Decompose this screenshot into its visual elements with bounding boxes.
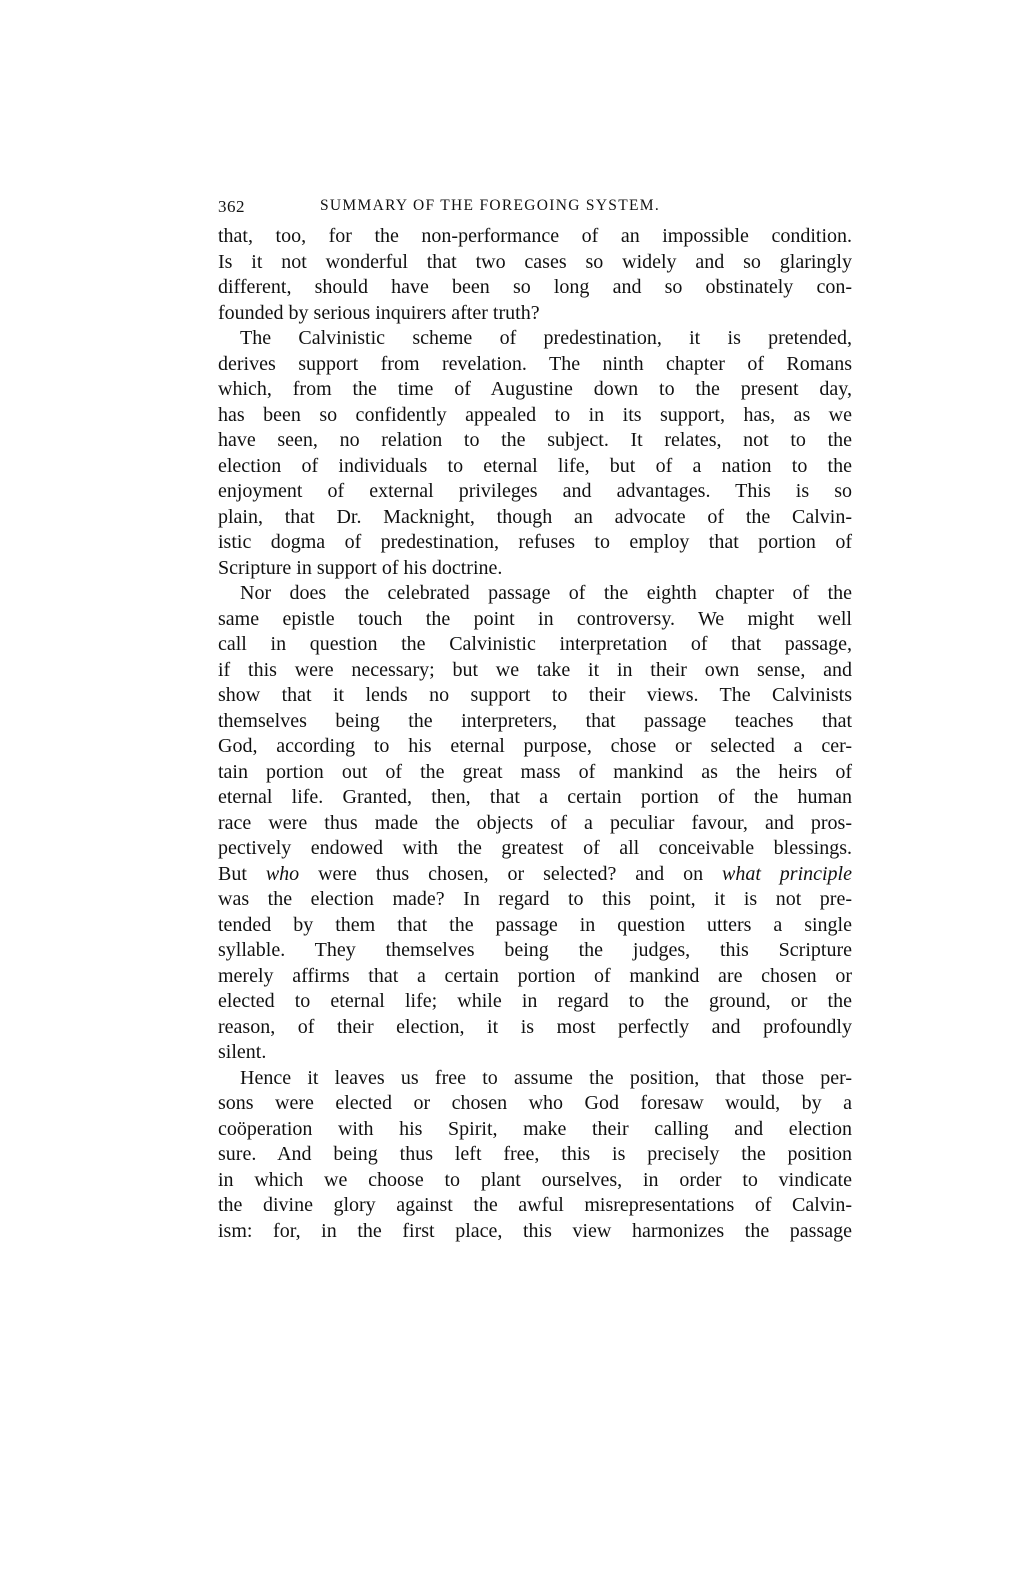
text-line: which, from the time of Augustine down to the present day, xyxy=(218,378,852,400)
text-line: tended by them that the passage in question utters a single xyxy=(218,913,852,936)
text-line: Nor does the celebrated passage of the eighth chapter of the xyxy=(240,582,852,604)
running-title: SUMMARY OF THE FOREGOING SYSTEM. xyxy=(320,197,661,214)
text-line: that, too, for the non-performance of an impossible condition. xyxy=(218,225,852,247)
text-line: God, according to his eternal purpose, chose or selected a cer- xyxy=(218,735,852,757)
text-run: But xyxy=(218,862,266,885)
text-line: derives support from revelation. The ninth chapter of Romans xyxy=(218,352,852,375)
text-line: syllable. They themselves being the judges, this Scripture xyxy=(218,939,852,961)
text-line: have seen, no relation to the subject. It relates, not to the xyxy=(218,429,852,451)
text-line: sons were elected or chosen who God foresaw would, by a xyxy=(218,1092,852,1114)
text-line: tain portion out of the great mass of mankind as the heirs of xyxy=(218,760,852,783)
text-line: themselves being the interpreters, that passage teaches that xyxy=(218,709,852,732)
text-line: election of individuals to eternal life, but of a nation to the xyxy=(218,454,852,477)
text-line: founded by serious inquirers after truth? xyxy=(218,301,540,324)
text-line: ism: for, in the first place, this view harmonizes the passage xyxy=(218,1219,852,1242)
text-run: were thus chosen, or selected? and on xyxy=(299,862,722,885)
text-line: eternal life. Granted, then, that a certain portion of the human xyxy=(218,786,852,808)
body-text xyxy=(218,224,852,1244)
text-line: same epistle touch the point in controversy. We might well xyxy=(218,607,852,630)
text-line: Is it not wonderful that two cases so widely and so glaringly xyxy=(218,250,852,273)
text-line: istic dogma of predestination, refuses to employ that portion of xyxy=(218,531,852,553)
text-line: silent. xyxy=(218,1041,267,1063)
italic-emphasis: what principle xyxy=(721,862,852,885)
text-line: merely affirms that a certain portion of mankind are chosen or xyxy=(218,964,852,987)
text-line: sure. And being thus left free, this is precisely the position xyxy=(218,1143,852,1165)
text-line: in which we choose to plant ourselves, in order to vindicate xyxy=(218,1168,852,1191)
text-line: call in question the Calvinistic interpretation of that passage, xyxy=(218,633,852,655)
text-line: elected to eternal life; while in regard to the ground, or the xyxy=(218,990,852,1012)
page-number: 362 xyxy=(218,197,245,216)
text-line: the divine glory against the awful misrepresentations of Calvin- xyxy=(218,1194,852,1216)
text-line: reason, of their election, it is most perfectly and profoundly xyxy=(218,1015,852,1038)
text-line: enjoyment of external privileges and advantages. This is so xyxy=(218,480,852,502)
text-line: has been so confidently appealed to in its support, has, as we xyxy=(218,403,852,426)
text-line: Scripture in support of his doctrine. xyxy=(218,556,503,579)
text-line: different, should have been so long and so obstinately con- xyxy=(218,276,852,298)
text-line: was the election made? In regard to this point, it is not pre- xyxy=(218,888,852,910)
text-line: coöperation with his Spirit, make their calling and election xyxy=(218,1117,852,1140)
text-line: pectively endowed with the greatest of all conceivable blessings. xyxy=(218,837,852,859)
text-line: if this were necessary; but we take it in their own sense, and xyxy=(218,658,852,681)
italic-emphasis: who xyxy=(265,862,300,885)
text-line: The Calvinistic scheme of predestination, it is pretended, xyxy=(240,327,852,349)
text-line: Hence it leaves us free to assume the position, that those per- xyxy=(240,1066,852,1089)
running-head xyxy=(218,197,852,223)
text-line: race were thus made the objects of a peculiar favour, and pros- xyxy=(218,811,852,834)
text-line: plain, that Dr. Macknight, though an advocate of the Calvin- xyxy=(218,505,852,528)
text-line xyxy=(218,862,852,888)
text-line: show that it lends no support to their views. The Calvinists xyxy=(218,684,852,706)
